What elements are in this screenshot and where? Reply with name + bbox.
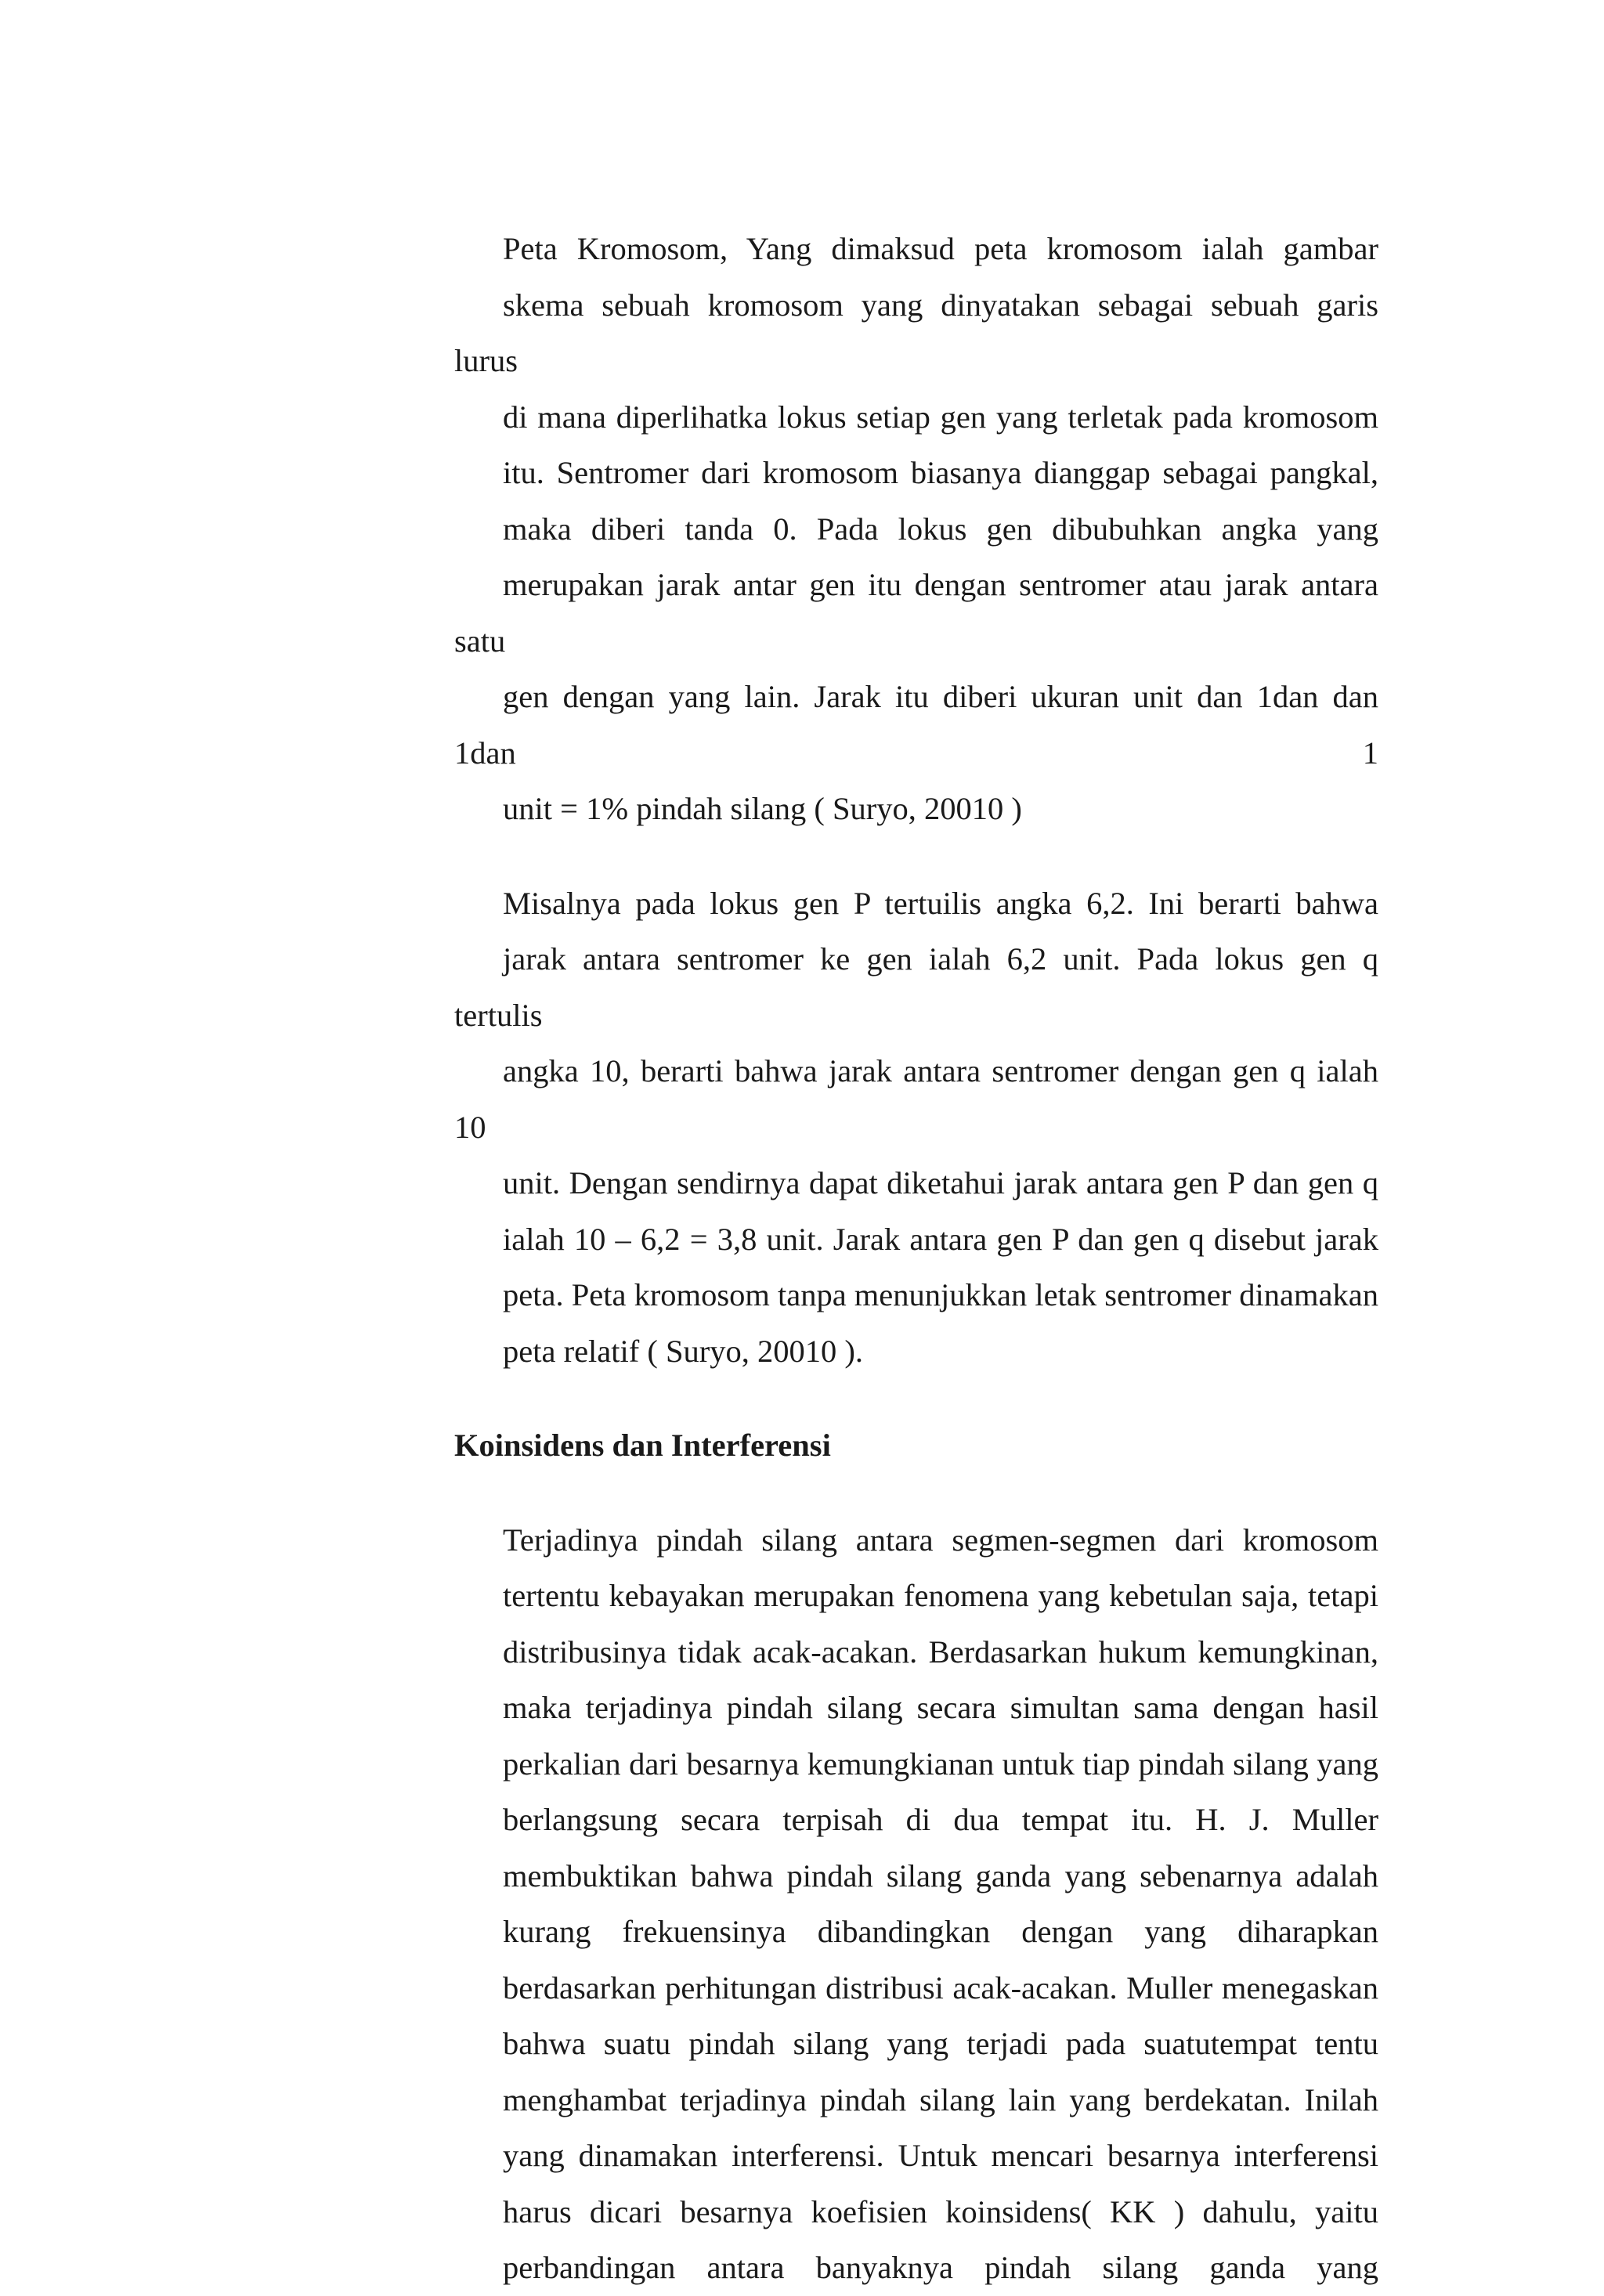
text-line: bahwa suatu pindah silang yang terjadi pada suatutempat tentu xyxy=(503,2026,1378,2061)
text-line: berlangsung secara terpisah di dua tempat itu. H. J. Muller xyxy=(503,1802,1378,1837)
text-line: peta relatif ( Suryo, 20010 ). xyxy=(503,1333,863,1369)
text-line: jarak antara sentromer ke gen ialah 6,2 unit. Pada lokus gen q tertulis xyxy=(454,941,1378,1033)
text-line: perbandingan antara banyaknya pindah silang ganda yang xyxy=(503,2250,1378,2285)
paragraph-peta-kromosom xyxy=(454,221,1378,837)
text-line: angka 10, berarti bahwa jarak antara sentromer dengan gen q ialah 10 xyxy=(454,1053,1378,1145)
text-line: di mana diperlihatka lokus setiap gen yang terletak pada kromosom xyxy=(503,399,1378,435)
text-line: ialah 10 – 6,2 = 3,8 unit. Jarak antara gen P dan gen q disebut jarak xyxy=(503,1221,1378,1257)
paragraph-terjadinya xyxy=(454,1512,1378,2296)
text-line: kurang frekuensinya dibandingkan dengan yang diharapkan xyxy=(503,1914,1378,1949)
text-line: berdasarkan perhitungan distribusi acak-acakan. Muller menegaskan xyxy=(503,1969,1378,2005)
text-line: distribusinya tidak acak-acakan. Berdasarkan hukum kemungkinan, xyxy=(503,1634,1378,1670)
text-line: merupakan jarak antar gen itu dengan sentromer atau jarak antara satu xyxy=(454,567,1378,659)
text-line: menghambat terjadinya pindah silang lain yang berdekatan. Inilah xyxy=(503,2081,1378,2117)
text-line: tertentu kebayakan merupakan fenomena yang kebetulan saja, tetapi xyxy=(503,1578,1378,1613)
text-line: itu. Sentromer dari kromosom biasanya dianggap sebagai pangkal, xyxy=(503,455,1378,490)
text-line: gen dengan yang lain. Jarak itu diberi ukuran unit dan 1dan dan 1dan 1 xyxy=(454,679,1378,771)
text-line: unit = 1% pindah silang ( Suryo, 20010 ) xyxy=(503,791,1022,826)
text-line: maka terjadinya pindah silang secara simultan sama dengan hasil xyxy=(503,1690,1378,1725)
text-line: skema sebuah kromosom yang dinyatakan sebagai sebuah garis lurus xyxy=(454,287,1378,378)
text-line: unit. Dengan sendirnya dapat diketahui jarak antara gen P dan gen q xyxy=(503,1165,1378,1200)
text-column xyxy=(454,221,1378,2296)
paragraph-misalnya xyxy=(454,875,1378,1380)
text-line: Terjadinya pindah silang antara segmen-segmen dari kromosom xyxy=(503,1522,1378,1558)
text-line: perkalian dari besarnya kemungkianan untuk tiap pindah silang yang xyxy=(503,1745,1378,1782)
text-line: Peta Kromosom, Yang dimaksud peta kromosom ialah gambar xyxy=(503,231,1378,266)
text-line: maka diberi tanda 0. Pada lokus gen dibubuhkan angka yang xyxy=(503,511,1378,547)
text-line: Misalnya pada lokus gen P tertuilis angka 6,2. Ini berarti bahwa xyxy=(503,885,1378,921)
section-heading: Koinsidens dan Interferensi xyxy=(454,1428,831,1463)
text-line: peta. Peta kromosom tanpa menunjukkan letak sentromer dinamakan xyxy=(503,1277,1378,1312)
text-line: harus dicari besarnya koefisien koinsidens( KK ) dahulu, yaitu xyxy=(503,2193,1378,2229)
text-line: yang dinamakan interferensi. Untuk mencari besarnya interferensi xyxy=(503,2138,1378,2173)
text-line: membuktikan bahwa pindah silang ganda yang sebenarnya adalah xyxy=(503,1857,1378,1893)
